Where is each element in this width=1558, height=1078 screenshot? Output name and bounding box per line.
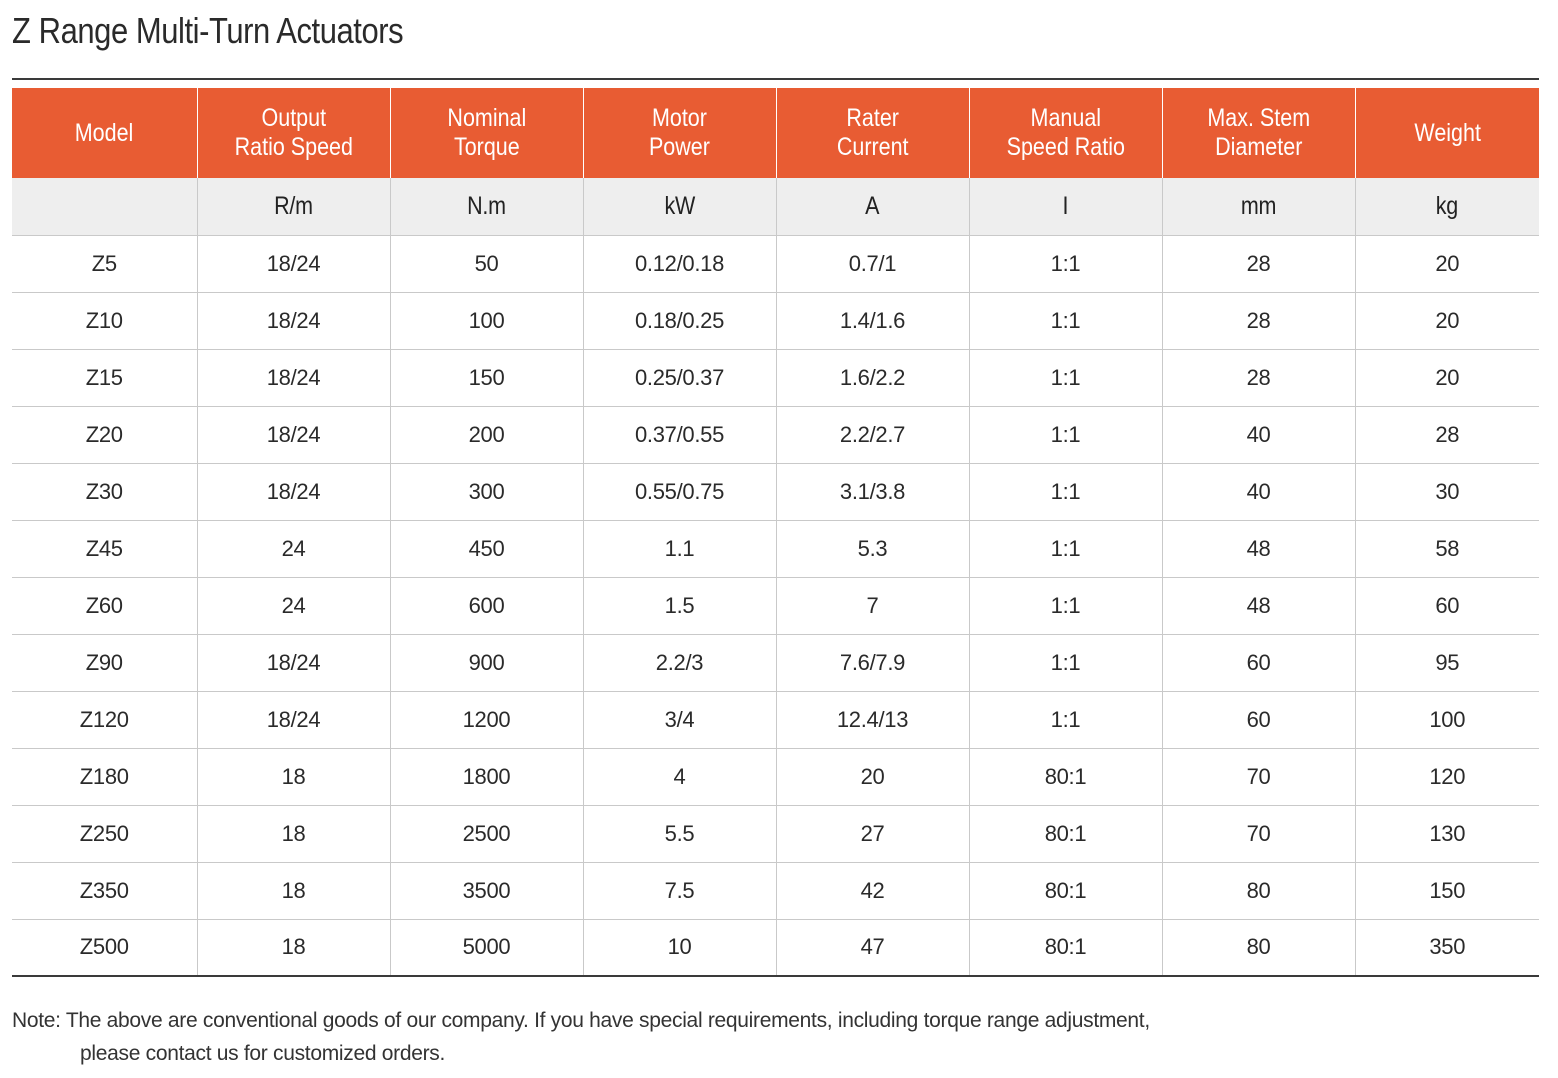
table-cell: 3/4 (583, 691, 776, 748)
table-cell: 0.7/1 (776, 235, 969, 292)
unit-label: kW (664, 191, 695, 220)
table-cell: 1.5 (583, 577, 776, 634)
table-row (12, 292, 1539, 349)
table-cell: 58 (1355, 520, 1539, 577)
table-cell: 40 (1162, 463, 1355, 520)
table-cell: 18/24 (197, 406, 390, 463)
table-cell: 0.25/0.37 (583, 349, 776, 406)
unit-cell (197, 178, 390, 235)
column-header-label: Output Ratio Speed (234, 104, 353, 161)
table-cell: 7 (776, 577, 969, 634)
table-row (12, 805, 1539, 862)
unit-cell (776, 178, 969, 235)
table-cell: 48 (1162, 520, 1355, 577)
table-cell: 18/24 (197, 349, 390, 406)
table-row (12, 463, 1539, 520)
table-cell: 28 (1355, 406, 1539, 463)
model-cell: Z45 (12, 520, 197, 577)
table-cell: 200 (390, 406, 583, 463)
table-cell: 0.55/0.75 (583, 463, 776, 520)
table-cell: 900 (390, 634, 583, 691)
table-cell: 18 (197, 862, 390, 919)
table-cell: 1:1 (969, 520, 1162, 577)
table-row (12, 634, 1539, 691)
table-cell: 28 (1162, 235, 1355, 292)
table-cell: 60 (1355, 577, 1539, 634)
model-cell: Z15 (12, 349, 197, 406)
table-cell: 18 (197, 919, 390, 976)
table-cell: 1:1 (969, 691, 1162, 748)
table-cell: 350 (1355, 919, 1539, 976)
model-cell: Z20 (12, 406, 197, 463)
table-cell: 18/24 (197, 634, 390, 691)
column-header (390, 88, 583, 178)
table-cell: 18 (197, 748, 390, 805)
column-header-label: Max. Stem Diameter (1207, 104, 1310, 161)
column-header-label: Manual Speed Ratio (1006, 104, 1125, 161)
table-row (12, 691, 1539, 748)
table-cell: 1200 (390, 691, 583, 748)
table-cell: 20 (776, 748, 969, 805)
table-row (12, 919, 1539, 976)
table-cell: 1800 (390, 748, 583, 805)
unit-label: N.m (467, 191, 506, 220)
table-row (12, 520, 1539, 577)
table-cell: 300 (390, 463, 583, 520)
table-cell: 42 (776, 862, 969, 919)
table-cell: 4 (583, 748, 776, 805)
column-header-label: Model (74, 118, 134, 147)
table-row (12, 577, 1539, 634)
table-cell: 0.18/0.25 (583, 292, 776, 349)
table-cell: 70 (1162, 748, 1355, 805)
table-cell: 80 (1162, 919, 1355, 976)
table-cell: 60 (1162, 691, 1355, 748)
unit-cell (12, 178, 197, 235)
table-cell: 20 (1355, 349, 1539, 406)
model-cell: Z30 (12, 463, 197, 520)
table-cell: 1.4/1.6 (776, 292, 969, 349)
table-cell: 12.4/13 (776, 691, 969, 748)
model-cell: Z250 (12, 805, 197, 862)
table-cell: 5.5 (583, 805, 776, 862)
column-header (583, 88, 776, 178)
unit-cell (390, 178, 583, 235)
unit-cell (1162, 178, 1355, 235)
table-cell: 600 (390, 577, 583, 634)
table-cell: 80:1 (969, 805, 1162, 862)
unit-label: I (1062, 191, 1069, 220)
table-cell: 1.6/2.2 (776, 349, 969, 406)
table-cell: 70 (1162, 805, 1355, 862)
table-cell: 2.2/2.7 (776, 406, 969, 463)
unit-label: kg (1436, 191, 1459, 220)
column-header (12, 88, 197, 178)
table-cell: 7.5 (583, 862, 776, 919)
table-cell: 1:1 (969, 235, 1162, 292)
column-header-label: Weight (1413, 118, 1481, 147)
table-cell: 18/24 (197, 463, 390, 520)
column-header-label: Motor Power (649, 104, 710, 161)
table-cell: 1:1 (969, 292, 1162, 349)
table-cell: 130 (1355, 805, 1539, 862)
model-cell: Z5 (12, 235, 197, 292)
model-cell: Z90 (12, 634, 197, 691)
table-cell: 1:1 (969, 634, 1162, 691)
column-header (969, 88, 1162, 178)
unit-label: A (865, 191, 880, 220)
table-cell: 100 (1355, 691, 1539, 748)
footnote (12, 1004, 1150, 1070)
model-cell: Z10 (12, 292, 197, 349)
table-cell: 18/24 (197, 235, 390, 292)
model-cell: Z60 (12, 577, 197, 634)
table-cell: 5.3 (776, 520, 969, 577)
unit-label: R/m (274, 191, 313, 220)
table-cell: 28 (1162, 349, 1355, 406)
table-cell: 450 (390, 520, 583, 577)
table-row (12, 862, 1539, 919)
table-cell: 3500 (390, 862, 583, 919)
table-cell: 24 (197, 577, 390, 634)
page-title: Z Range Multi-Turn Actuators (12, 10, 404, 51)
unit-cell (583, 178, 776, 235)
unit-label: mm (1240, 191, 1277, 220)
table-cell: 120 (1355, 748, 1539, 805)
column-header (197, 88, 390, 178)
table-row (12, 235, 1539, 292)
table-cell: 18 (197, 805, 390, 862)
table-cell: 20 (1355, 235, 1539, 292)
table-cell: 30 (1355, 463, 1539, 520)
table-cell: 3.1/3.8 (776, 463, 969, 520)
table-cell: 100 (390, 292, 583, 349)
table-cell: 0.12/0.18 (583, 235, 776, 292)
table-cell: 1:1 (969, 577, 1162, 634)
table-header-row (12, 88, 1539, 178)
table-cell: 27 (776, 805, 969, 862)
spec-table (12, 88, 1539, 977)
table-cell: 95 (1355, 634, 1539, 691)
unit-cell (969, 178, 1162, 235)
table-cell: 80 (1162, 862, 1355, 919)
table-cell: 18/24 (197, 292, 390, 349)
model-cell: Z350 (12, 862, 197, 919)
table-cell: 150 (1355, 862, 1539, 919)
table-cell: 10 (583, 919, 776, 976)
column-header-label: Rater Current (836, 104, 909, 161)
table-cell: 40 (1162, 406, 1355, 463)
table-cell: 5000 (390, 919, 583, 976)
table-cell: 80:1 (969, 919, 1162, 976)
column-header-label: Nominal Torque (447, 104, 526, 161)
table-cell: 50 (390, 235, 583, 292)
table-cell: 1:1 (969, 349, 1162, 406)
table-cell: 80:1 (969, 748, 1162, 805)
table-cell: 18/24 (197, 691, 390, 748)
note-line-1: Note: The above are conventional goods of our company. If you have special requirements, including torque range adjustment, (12, 1009, 1150, 1032)
table-row (12, 349, 1539, 406)
table-cell: 1.1 (583, 520, 776, 577)
column-header (1355, 88, 1539, 178)
table-row (12, 748, 1539, 805)
note-line-2: please contact us for customized orders. (80, 1042, 446, 1065)
table-cell: 80:1 (969, 862, 1162, 919)
table-cell: 0.37/0.55 (583, 406, 776, 463)
unit-row (12, 178, 1539, 235)
table-cell: 60 (1162, 634, 1355, 691)
column-header (776, 88, 969, 178)
table-cell: 1:1 (969, 406, 1162, 463)
table-cell: 48 (1162, 577, 1355, 634)
unit-cell (1355, 178, 1539, 235)
table-cell: 150 (390, 349, 583, 406)
column-header (1162, 88, 1355, 178)
table-cell: 47 (776, 919, 969, 976)
table-cell: 28 (1162, 292, 1355, 349)
title-rule (12, 78, 1539, 80)
model-cell: Z500 (12, 919, 197, 976)
table-cell: 7.6/7.9 (776, 634, 969, 691)
table-cell: 24 (197, 520, 390, 577)
model-cell: Z120 (12, 691, 197, 748)
table-row (12, 406, 1539, 463)
table-cell: 1:1 (969, 463, 1162, 520)
table-cell: 2500 (390, 805, 583, 862)
model-cell: Z180 (12, 748, 197, 805)
table-cell: 2.2/3 (583, 634, 776, 691)
table-cell: 20 (1355, 292, 1539, 349)
